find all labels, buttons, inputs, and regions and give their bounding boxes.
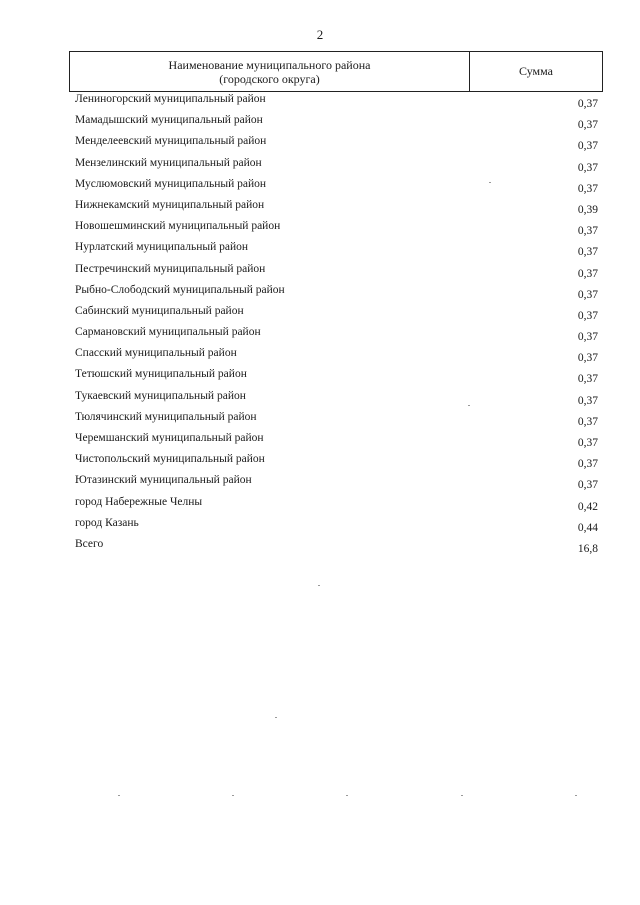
- table-row: [75, 156, 598, 177]
- row-value: 0,37: [577, 373, 598, 386]
- row-name: Сабинский муниципальный район: [75, 304, 244, 317]
- table-row: [75, 537, 598, 558]
- row-name: Менделеевский муниципальный район: [75, 135, 267, 148]
- header-name-cell: [70, 52, 470, 91]
- row-name: Мензелинский муниципальный район: [75, 156, 262, 169]
- row-value: 0,37: [577, 288, 598, 301]
- scan-speck: [461, 795, 463, 796]
- row-name: Нурлатский муниципальный район: [75, 241, 249, 254]
- row-value: 0,42: [577, 500, 598, 513]
- table-row: [75, 304, 598, 325]
- row-value: 0,37: [577, 246, 598, 259]
- table-row: [75, 134, 598, 155]
- row-name: Спасский муниципальный район: [75, 347, 237, 360]
- table-row: [75, 283, 598, 304]
- row-name: Ютазинский муниципальный район: [75, 474, 252, 487]
- row-name: Сармановский муниципальный район: [75, 326, 261, 339]
- row-value: 0,37: [577, 415, 598, 428]
- table-row: [75, 431, 598, 452]
- scan-speck: [232, 795, 234, 796]
- row-name: Лениногорский муниципальный район: [75, 93, 266, 105]
- scan-speck: [275, 717, 277, 718]
- row-value: 0,37: [577, 182, 598, 195]
- row-value: 0,37: [577, 458, 598, 471]
- row-value: 0,37: [577, 98, 598, 110]
- table-row: [75, 240, 598, 261]
- row-name: Черемшанский муниципальный район: [75, 432, 264, 444]
- table-row: [75, 325, 598, 346]
- scan-speck: [489, 182, 491, 183]
- row-name: Тукаевский муниципальный район: [75, 389, 246, 402]
- table-row: [75, 346, 598, 367]
- scan-speck: [468, 405, 470, 406]
- row-name: Чистопольский муниципальный район: [75, 453, 265, 466]
- table-row: [75, 452, 598, 473]
- scan-speck: [575, 795, 577, 796]
- table-row: [75, 92, 598, 113]
- table-row: [75, 516, 598, 537]
- row-name: Мамадышский муниципальный район: [75, 114, 263, 127]
- header-sum-cell: Сумма: [519, 64, 553, 78]
- page-number: 2: [316, 27, 324, 42]
- table-body: [75, 92, 598, 558]
- row-name: Муслюмовский муниципальный район: [75, 177, 267, 190]
- row-value: 0,37: [577, 479, 598, 492]
- row-value: 0,37: [577, 437, 598, 449]
- row-value: 0,37: [577, 394, 598, 407]
- row-value: 16,8: [577, 542, 598, 555]
- table-row: [75, 389, 598, 410]
- table-row: [75, 198, 598, 219]
- table-row: [75, 495, 598, 516]
- row-name: Нижнекамский муниципальный район: [75, 198, 265, 211]
- row-value: 0,37: [577, 225, 598, 238]
- row-value: 0,37: [577, 161, 598, 174]
- row-value: 0,37: [577, 352, 598, 365]
- row-value: 0,37: [577, 140, 598, 153]
- scan-speck: [118, 795, 120, 796]
- row-name: Тетюшский муниципальный район: [75, 368, 247, 381]
- table-row: [75, 219, 598, 240]
- row-name: Новошешминский муниципальный район: [75, 220, 281, 233]
- table-row: [75, 367, 598, 388]
- row-name: город Казань: [75, 516, 139, 529]
- row-name: Пестречинский муниципальный район: [75, 262, 266, 275]
- table-row: [75, 262, 598, 283]
- scan-speck: [318, 585, 320, 586]
- row-value: 0,44: [577, 521, 598, 534]
- row-name: город Набережные Челны: [75, 495, 203, 508]
- table-row: [75, 177, 598, 198]
- scan-speck: [346, 795, 348, 796]
- table-row: [75, 113, 598, 134]
- row-value: 0,39: [577, 203, 598, 216]
- row-value: 0,37: [577, 267, 598, 280]
- row-value: 0,37: [577, 309, 598, 322]
- row-name: Рыбно-Слободский муниципальный район: [75, 283, 285, 296]
- table-row: [75, 410, 598, 431]
- table-header: [69, 51, 603, 92]
- header-name-line1: Наименование муниципального района: [168, 57, 371, 72]
- row-name: Всего: [75, 537, 104, 550]
- row-value: 0,37: [577, 119, 598, 132]
- row-name: Тюлячинский муниципальный район: [75, 410, 257, 423]
- header-name-line2: (городского округа): [219, 71, 320, 86]
- table-row: [75, 473, 598, 494]
- row-value: 0,37: [577, 331, 598, 344]
